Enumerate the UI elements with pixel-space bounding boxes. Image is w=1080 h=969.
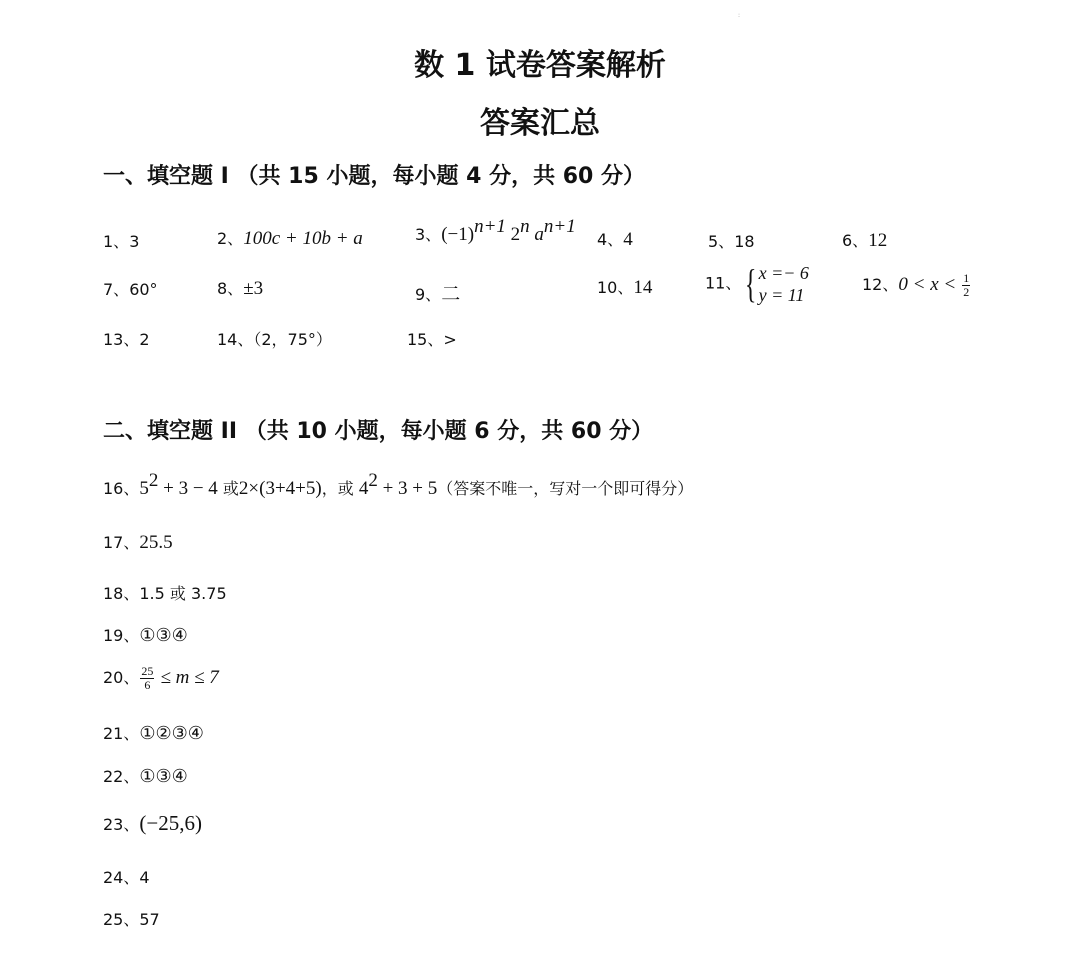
q5-answer: 5、18 [708,232,755,251]
q23-answer: 23、(−25,6) [103,811,202,835]
q22-answer: 22、①③④ [103,766,188,787]
q16-answer: 16、$5^2 + 3 - 4$ 或2×(3+4+5)，或 $4^2 + 3 + 5$（答案不唯一，写对一个即可得分） [103,470,694,499]
q17-answer: 17、25.5 [103,532,173,553]
section1-heading: 一、填空题 I （共 15 小题，每小题 4 分，共 60 分） [103,164,645,189]
page-title: 数 1 试卷答案解析 [414,48,666,83]
q24-answer: 24、4 [103,868,150,887]
scan-dot: : [738,12,741,19]
q20-answer: 20、 $\frac{25}{6}$ ≤ m ≤ 7 [103,664,219,692]
q6-answer: 6、12 [842,230,888,251]
q12-answer: 12、0 < x < $\frac{1}{2}$ [862,271,970,299]
q14-answer: 14、（2，75°） [217,330,332,349]
q9-answer: 9、二 [415,283,461,305]
q19-answer: 19、①③④ [103,625,188,646]
q21-answer: 21、①②③④ [103,723,204,744]
q13-answer: 13、2 [103,330,150,349]
q1-answer: 1、3 [103,232,140,251]
q4-answer: 4、4 [597,229,633,250]
q25-answer: 25、57 [103,910,160,929]
q7-answer: 7、60° [103,280,158,299]
page-subtitle: 答案汇总 [480,106,600,141]
q18-answer: 18、1.5 或 3.75 [103,584,227,603]
q15-answer: 15、> [407,330,457,349]
q3-answer: 3、$(-1)^{n+1}$ 2$^n$ $a^{n+1}$ [415,216,576,245]
section2-heading: 二、填空题 II （共 10 小题，每小题 6 分，共 60 分） [103,419,654,444]
q10-answer: 10、14 [597,277,653,298]
q8-answer: 8、±3 [217,278,264,299]
q2-answer: 2、100c + 10b + a [217,228,363,249]
q11-answer: 11、{ x =− 6 y = 11 [705,261,809,306]
